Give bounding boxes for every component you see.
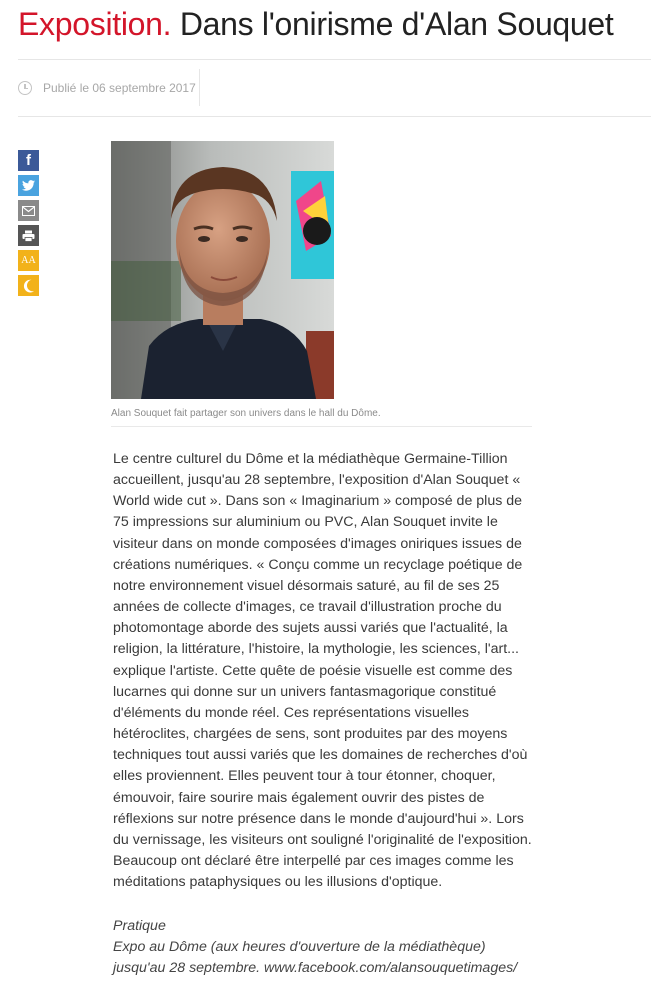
text-size-button[interactable]	[18, 250, 39, 271]
meta-divider	[199, 69, 200, 106]
mail-icon	[22, 206, 35, 216]
practical-info	[113, 916, 541, 979]
caption-divider	[111, 426, 532, 427]
meta-bottom-divider	[18, 116, 651, 117]
article-kicker: Exposition.	[18, 6, 172, 42]
article-title	[18, 2, 614, 46]
practical-details: Expo au Dôme (aux heures d'ouverture de la médiathèque) jusqu'au 28 septembre. www.facebook.com/alansouquetimages/	[113, 939, 518, 977]
header-divider	[18, 59, 651, 60]
clock-icon	[18, 81, 32, 95]
twitter-icon	[22, 180, 35, 191]
practical-heading: Pratique	[113, 918, 166, 934]
publish-meta	[18, 77, 196, 99]
photo-caption: Alan Souquet fait partager son univers dans le hall du Dôme.	[111, 408, 381, 419]
night-mode-button[interactable]	[18, 275, 39, 296]
portrait-illustration	[111, 141, 334, 399]
print-icon	[22, 230, 35, 242]
night-mode-icon	[23, 279, 35, 293]
article-photo	[111, 141, 334, 399]
twitter-share-button[interactable]	[18, 175, 39, 196]
publish-date: Publié le 06 septembre 2017	[43, 81, 196, 95]
email-share-button[interactable]	[18, 200, 39, 221]
article-body: Le centre culturel du Dôme et la médiathèque Germaine-Tillion accueillent, jusqu'au 28 septembre, l'exposition d'Alan Souquet « World wide cut ». Dans son « Imaginarium » composé de plus de 75 impressions sur aluminium ou PVC, Alan Souquet invite le visiteur dans on monde composées d'images oniriques issues de créations numériques. « Conçu comme un recyclage poétique de notre environnement visuel désormais saturé, au fil de ses 25 années de collecte d'images, ce travail d'illustration proche du photomontage aborde des sujets aussi variés que l'actualité, la religion, la littérature, l'histoire, la mythologie, les sciences, l'art... explique l'artiste. Cette quête de poésie visuelle est comme des lucarnes qui donne sur un univers fantasmagorique constitué d'éléments du monde réel. Ces représentations visuelles hétéroclites, chargées de sens, sont produites par des moyens techniques tout aussi variés que les domaines de recherches d'où elles proviennent. Elles peuvent tour à tour étonner, choquer, émouvoir, faire sourire mais également ouvrir des pistes de réflexions sur notre présence dans le monde d'aujourd'hui ». Lors du vernissage, les visiteurs ont souligné l'originalité de l'exposition. Beaucoup ont déclaré être interpellé par ces images comme les méditations pataphysiques ou les illusions d'optique.	[113, 451, 532, 891]
share-toolbar	[18, 150, 39, 300]
text-size-icon: AA	[21, 255, 36, 266]
print-button[interactable]	[18, 225, 39, 246]
facebook-share-button[interactable]	[18, 150, 39, 171]
article-title-text: Dans l'onirisme d'Alan Souquet	[179, 6, 614, 42]
facebook-icon: f	[26, 152, 31, 169]
